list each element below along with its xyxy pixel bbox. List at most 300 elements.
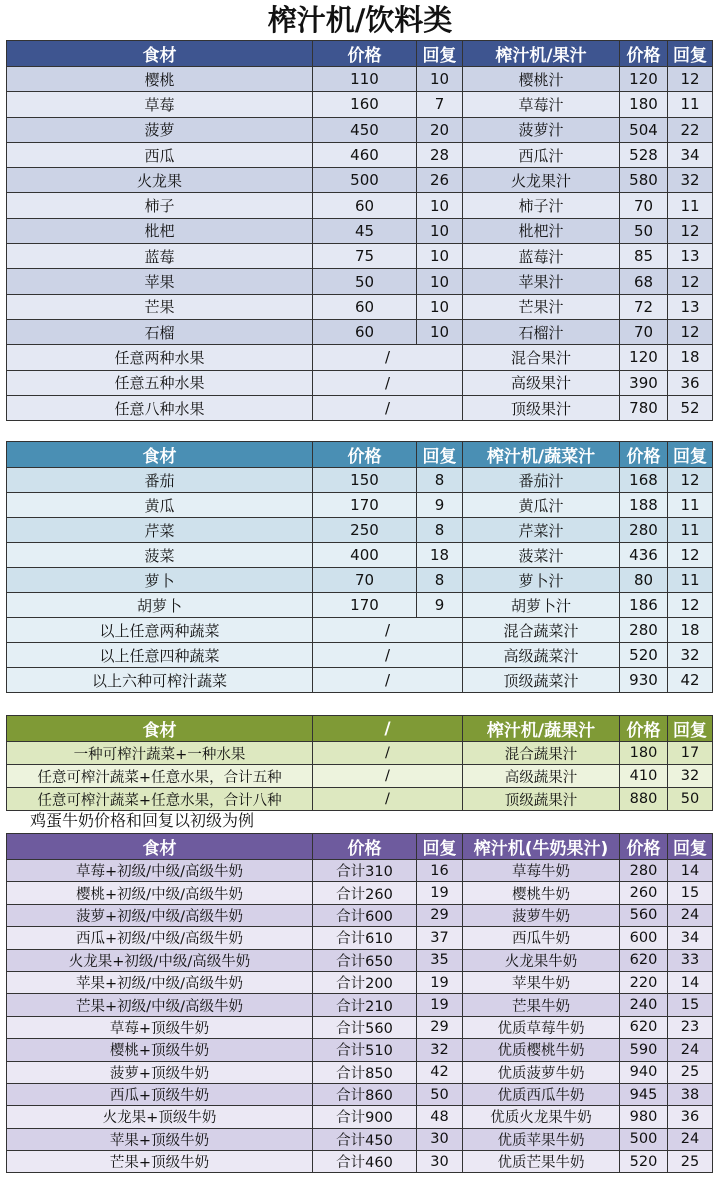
table-cell: 樱桃 [7, 67, 313, 92]
table-cell: 19 [417, 971, 463, 993]
table-row [7, 244, 713, 269]
table-cell: 12 [668, 218, 713, 243]
table-cell: 14 [668, 860, 713, 882]
table-cell: 24 [668, 904, 713, 926]
milk-juice-table [6, 833, 713, 1173]
table-cell: 蓝莓 [7, 244, 313, 269]
column-header: 回复 [417, 442, 463, 468]
table-cell: 合计510 [313, 1039, 417, 1061]
table-cell: 504 [620, 117, 668, 142]
table-row [7, 927, 713, 949]
table-cell: 25 [668, 1061, 713, 1083]
column-header: 食材 [7, 442, 313, 468]
table-cell: 945 [620, 1083, 668, 1105]
table-cell: 任意五种水果 [7, 370, 313, 395]
table-cell: 620 [620, 1016, 668, 1038]
table-cell: 优质菠萝牛奶 [463, 1061, 620, 1083]
table-cell: 西瓜+初级/中级/高级牛奶 [7, 927, 313, 949]
column-header: 榨汁机/果汁 [463, 41, 620, 67]
table-cell: 28 [417, 142, 463, 167]
table-cell: 29 [417, 1016, 463, 1038]
table-cell: 合计600 [313, 904, 417, 926]
table-cell: 火龙果汁 [463, 168, 620, 193]
table-cell: 草莓 [7, 92, 313, 117]
table-cell: 180 [620, 92, 668, 117]
table-row [7, 193, 713, 218]
table-cell: 蓝莓汁 [463, 244, 620, 269]
table-cell: 15 [668, 994, 713, 1016]
table-cell: / [313, 345, 463, 370]
table-row [7, 142, 713, 167]
table-row [7, 882, 713, 904]
table-cell: 34 [668, 142, 713, 167]
column-header: 回复 [417, 41, 463, 67]
table-cell: 黄瓜汁 [463, 493, 620, 518]
table-cell: 石榴 [7, 319, 313, 344]
table-cell: 12 [668, 468, 713, 493]
table-cell: 280 [620, 860, 668, 882]
header-row [7, 41, 713, 67]
table-cell: 18 [668, 618, 713, 643]
column-header: 食材 [7, 716, 313, 742]
table-cell: 19 [417, 994, 463, 1016]
table-cell: 528 [620, 142, 668, 167]
table-cell: 菠萝+顶级牛奶 [7, 1061, 313, 1083]
table-cell: 32 [668, 168, 713, 193]
table-cell: 苹果+初级/中级/高级牛奶 [7, 971, 313, 993]
table-cell: 胡萝卜汁 [463, 593, 620, 618]
fruit-juice-table [6, 40, 713, 421]
table-row [7, 904, 713, 926]
table-cell: 高级蔬果汁 [463, 765, 620, 788]
table-cell: 42 [668, 668, 713, 693]
table-cell: 优质樱桃牛奶 [463, 1039, 620, 1061]
table-cell: 34 [668, 927, 713, 949]
table-cell: 8 [417, 468, 463, 493]
table-cell: 12 [668, 593, 713, 618]
table-cell: 混合蔬果汁 [463, 742, 620, 765]
table-cell: 以上六种可榨汁蔬菜 [7, 668, 313, 693]
table-cell: 30 [417, 1128, 463, 1150]
table-cell: 樱桃牛奶 [463, 882, 620, 904]
table-cell: 50 [417, 1083, 463, 1105]
table-cell: 880 [620, 788, 668, 811]
table-cell: 芒果 [7, 294, 313, 319]
table-row [7, 1151, 713, 1173]
column-header: 食材 [7, 41, 313, 67]
table-cell: 150 [313, 468, 417, 493]
table-cell: 120 [620, 345, 668, 370]
table-cell: 11 [668, 518, 713, 543]
table-cell: 120 [620, 67, 668, 92]
table-cell: 樱桃+顶级牛奶 [7, 1039, 313, 1061]
table-cell: / [313, 788, 463, 811]
table-cell: 19 [417, 882, 463, 904]
table-cell: 520 [620, 643, 668, 668]
table-cell: 以上任意四种蔬菜 [7, 643, 313, 668]
column-header: 价格 [620, 41, 668, 67]
table-cell: 合计310 [313, 860, 417, 882]
table-cell: 芒果+顶级牛奶 [7, 1151, 313, 1173]
table-cell: 520 [620, 1151, 668, 1173]
table-cell: 580 [620, 168, 668, 193]
table-cell: 合计260 [313, 882, 417, 904]
table-cell: 36 [668, 1106, 713, 1128]
table-cell: 930 [620, 668, 668, 693]
table-cell: 芹菜汁 [463, 518, 620, 543]
table-cell: 25 [668, 1151, 713, 1173]
table-cell: 390 [620, 370, 668, 395]
table-cell: 芒果汁 [463, 294, 620, 319]
table-cell: 合计200 [313, 971, 417, 993]
table-cell: 60 [313, 294, 417, 319]
table-cell: 任意可榨汁蔬菜+任意水果，合计五种 [7, 765, 313, 788]
column-header: 回复 [668, 834, 713, 860]
combo-row [7, 345, 713, 370]
table-row [7, 1016, 713, 1038]
table-cell: 柿子 [7, 193, 313, 218]
table-cell: 23 [668, 1016, 713, 1038]
header-row [7, 716, 713, 742]
table-cell: / [313, 742, 463, 765]
table-row [7, 1061, 713, 1083]
table-row [7, 218, 713, 243]
table-row [7, 168, 713, 193]
table-cell: 苹果牛奶 [463, 971, 620, 993]
table-cell: 高级蔬菜汁 [463, 643, 620, 668]
table-cell: 菠萝+初级/中级/高级牛奶 [7, 904, 313, 926]
table-cell: 番茄 [7, 468, 313, 493]
table-cell: 940 [620, 1061, 668, 1083]
table-cell: 黄瓜 [7, 493, 313, 518]
table-cell: 50 [668, 788, 713, 811]
table-cell: 85 [620, 244, 668, 269]
table-row [7, 468, 713, 493]
table-cell: 400 [313, 543, 417, 568]
table-cell: 合计650 [313, 949, 417, 971]
table-cell: 优质苹果牛奶 [463, 1128, 620, 1150]
table-cell: 11 [668, 568, 713, 593]
table-cell: 22 [668, 117, 713, 142]
table-cell: 780 [620, 395, 668, 420]
table-cell: 75 [313, 244, 417, 269]
table-cell: 10 [417, 319, 463, 344]
table-cell: 12 [668, 543, 713, 568]
table-cell: 250 [313, 518, 417, 543]
table-cell: 160 [313, 92, 417, 117]
table-row [7, 1083, 713, 1105]
column-header: 食材 [7, 834, 313, 860]
table-cell: 38 [668, 1083, 713, 1105]
table-cell: 胡萝卜 [7, 593, 313, 618]
column-header: 回复 [668, 716, 713, 742]
table-cell: 168 [620, 468, 668, 493]
table-cell: 樱桃汁 [463, 67, 620, 92]
table-cell: 410 [620, 765, 668, 788]
column-header: 价格 [620, 834, 668, 860]
table-cell: 草莓牛奶 [463, 860, 620, 882]
table-cell: 60 [313, 193, 417, 218]
table-cell: 枇杷汁 [463, 218, 620, 243]
table-cell: 10 [417, 244, 463, 269]
table-cell: 72 [620, 294, 668, 319]
table-row [7, 117, 713, 142]
table-cell: 任意八种水果 [7, 395, 313, 420]
table-cell: 优质芒果牛奶 [463, 1151, 620, 1173]
table-cell: 188 [620, 493, 668, 518]
table-cell: 24 [668, 1039, 713, 1061]
table-cell: 草莓+顶级牛奶 [7, 1016, 313, 1038]
table-cell: 280 [620, 518, 668, 543]
table-row [7, 949, 713, 971]
table-row [7, 765, 713, 788]
table-cell: 10 [417, 193, 463, 218]
table-cell: 560 [620, 904, 668, 926]
table-cell: 菠菜汁 [463, 543, 620, 568]
table-cell: 15 [668, 882, 713, 904]
table-cell: 11 [668, 92, 713, 117]
combo-row [7, 668, 713, 693]
column-header: 价格 [313, 834, 417, 860]
table-cell: 柿子汁 [463, 193, 620, 218]
table-cell: 一种可榨汁蔬菜+一种水果 [7, 742, 313, 765]
table-cell: 10 [417, 67, 463, 92]
table-row [7, 860, 713, 882]
table-cell: 合计860 [313, 1083, 417, 1105]
table-cell: 9 [417, 593, 463, 618]
table-cell: 590 [620, 1039, 668, 1061]
column-header: 回复 [668, 442, 713, 468]
table-cell: 优质西瓜牛奶 [463, 1083, 620, 1105]
table-cell: 16 [417, 860, 463, 882]
table-cell: 20 [417, 117, 463, 142]
table-row [7, 568, 713, 593]
vegetable-juice-table [6, 441, 713, 693]
table-row [7, 1128, 713, 1150]
table-cell: 36 [668, 370, 713, 395]
table-cell: 10 [417, 294, 463, 319]
table-cell: 顶级蔬果汁 [463, 788, 620, 811]
table-cell: 450 [313, 117, 417, 142]
column-header: 价格 [313, 41, 417, 67]
table-cell: 42 [417, 1061, 463, 1083]
table-cell: 32 [668, 643, 713, 668]
table-cell: 合计450 [313, 1128, 417, 1150]
column-header: 回复 [417, 834, 463, 860]
table-row [7, 518, 713, 543]
table-cell: 460 [313, 142, 417, 167]
table-cell: 火龙果牛奶 [463, 949, 620, 971]
table-cell: 7 [417, 92, 463, 117]
table-cell: 合计210 [313, 994, 417, 1016]
table-cell: 37 [417, 927, 463, 949]
column-header: 回复 [668, 41, 713, 67]
table-cell: 70 [620, 193, 668, 218]
table-cell: 芒果牛奶 [463, 994, 620, 1016]
table-cell: 14 [668, 971, 713, 993]
table-cell: 980 [620, 1106, 668, 1128]
table-cell: 番茄汁 [463, 468, 620, 493]
table-cell: 13 [668, 294, 713, 319]
table-cell: / [313, 765, 463, 788]
combo-row [7, 618, 713, 643]
milk-note: 鸡蛋牛奶价格和回复以初级为例 [30, 811, 255, 830]
column-header: 价格 [620, 716, 668, 742]
table-cell: 优质火龙果牛奶 [463, 1106, 620, 1128]
table-cell: 24 [668, 1128, 713, 1150]
table-cell: 500 [313, 168, 417, 193]
table-cell: 32 [668, 765, 713, 788]
mixed-juice-table [6, 715, 713, 811]
table-cell: 菠萝牛奶 [463, 904, 620, 926]
table-cell: 110 [313, 67, 417, 92]
table-cell: 170 [313, 493, 417, 518]
table-cell: 12 [668, 269, 713, 294]
table-cell: 48 [417, 1106, 463, 1128]
table-cell: 草莓汁 [463, 92, 620, 117]
table-cell: 18 [668, 345, 713, 370]
table-cell: 17 [668, 742, 713, 765]
table-row [7, 593, 713, 618]
table-cell: 12 [668, 67, 713, 92]
table-cell: 186 [620, 593, 668, 618]
column-header: 榨汁机(牛奶果汁) [463, 834, 620, 860]
table-cell: 70 [620, 319, 668, 344]
table-cell: 任意两种水果 [7, 345, 313, 370]
table-cell: 火龙果+初级/中级/高级牛奶 [7, 949, 313, 971]
table-row [7, 319, 713, 344]
table-cell: 苹果+顶级牛奶 [7, 1128, 313, 1150]
table-cell: 西瓜牛奶 [463, 927, 620, 949]
table-cell: 60 [313, 319, 417, 344]
table-cell: / [313, 395, 463, 420]
table-cell: 10 [417, 218, 463, 243]
table-cell: 苹果 [7, 269, 313, 294]
table-cell: 220 [620, 971, 668, 993]
table-cell: 西瓜 [7, 142, 313, 167]
table-row [7, 1039, 713, 1061]
table-cell: 180 [620, 742, 668, 765]
table-cell: 混合蔬菜汁 [463, 618, 620, 643]
table-cell: 26 [417, 168, 463, 193]
table-row [7, 788, 713, 811]
table-cell: / [313, 668, 463, 693]
combo-row [7, 643, 713, 668]
table-cell: 436 [620, 543, 668, 568]
table-cell: 170 [313, 593, 417, 618]
table-cell: 9 [417, 493, 463, 518]
table-row [7, 543, 713, 568]
table-cell: 顶级果汁 [463, 395, 620, 420]
table-cell: 240 [620, 994, 668, 1016]
header-row [7, 834, 713, 860]
column-header: / [313, 716, 463, 742]
table-cell: 11 [668, 493, 713, 518]
table-cell: 68 [620, 269, 668, 294]
table-cell: 33 [668, 949, 713, 971]
table-cell: 13 [668, 244, 713, 269]
table-cell: 优质草莓牛奶 [463, 1016, 620, 1038]
table-cell: / [313, 370, 463, 395]
table-cell: 草莓+初级/中级/高级牛奶 [7, 860, 313, 882]
page-title: 榨汁机/饮料类 [267, 3, 453, 37]
table-cell: 合计610 [313, 927, 417, 949]
table-cell: 合计900 [313, 1106, 417, 1128]
table-cell: 苹果汁 [463, 269, 620, 294]
table-row [7, 269, 713, 294]
table-cell: 10 [417, 269, 463, 294]
table-cell: 70 [313, 568, 417, 593]
table-cell: 500 [620, 1128, 668, 1150]
table-cell: 30 [417, 1151, 463, 1173]
table-cell: 280 [620, 618, 668, 643]
table-cell: 萝卜 [7, 568, 313, 593]
table-cell: 石榴汁 [463, 319, 620, 344]
table-cell: 以上任意两种蔬菜 [7, 618, 313, 643]
table-cell: 合计560 [313, 1016, 417, 1038]
column-header: 价格 [313, 442, 417, 468]
table-cell: 50 [313, 269, 417, 294]
table-cell: 合计460 [313, 1151, 417, 1173]
table-cell: 8 [417, 568, 463, 593]
table-cell: 18 [417, 543, 463, 568]
table-cell: 菠萝 [7, 117, 313, 142]
table-cell: 50 [620, 218, 668, 243]
table-cell: 火龙果 [7, 168, 313, 193]
table-cell: 西瓜汁 [463, 142, 620, 167]
table-row [7, 294, 713, 319]
table-row [7, 67, 713, 92]
table-cell: 芒果+初级/中级/高级牛奶 [7, 994, 313, 1016]
table-cell: 高级果汁 [463, 370, 620, 395]
table-cell: 芹菜 [7, 518, 313, 543]
table-cell: 45 [313, 218, 417, 243]
table-cell: 8 [417, 518, 463, 543]
table-cell: 600 [620, 927, 668, 949]
table-cell: 火龙果+顶级牛奶 [7, 1106, 313, 1128]
table-cell: 32 [417, 1039, 463, 1061]
table-cell: 620 [620, 949, 668, 971]
table-row [7, 493, 713, 518]
table-cell: 混合果汁 [463, 345, 620, 370]
table-cell: 合计850 [313, 1061, 417, 1083]
table-cell: 枇杷 [7, 218, 313, 243]
table-row [7, 994, 713, 1016]
table-cell: 任意可榨汁蔬菜+任意水果，合计八种 [7, 788, 313, 811]
table-cell: 西瓜+顶级牛奶 [7, 1083, 313, 1105]
table-cell: 樱桃+初级/中级/高级牛奶 [7, 882, 313, 904]
column-header: 价格 [620, 442, 668, 468]
table-cell: 菠菜 [7, 543, 313, 568]
table-cell: 顶级蔬菜汁 [463, 668, 620, 693]
header-row [7, 442, 713, 468]
table-cell: 52 [668, 395, 713, 420]
table-cell: 萝卜汁 [463, 568, 620, 593]
table-cell: / [313, 618, 463, 643]
table-cell: 11 [668, 193, 713, 218]
table-row [7, 971, 713, 993]
table-cell: 260 [620, 882, 668, 904]
table-cell: 菠萝汁 [463, 117, 620, 142]
combo-row [7, 370, 713, 395]
combo-row [7, 395, 713, 420]
column-header: 榨汁机/蔬果汁 [463, 716, 620, 742]
table-cell: / [313, 643, 463, 668]
table-cell: 29 [417, 904, 463, 926]
table-cell: 35 [417, 949, 463, 971]
table-cell: 80 [620, 568, 668, 593]
table-row [7, 742, 713, 765]
